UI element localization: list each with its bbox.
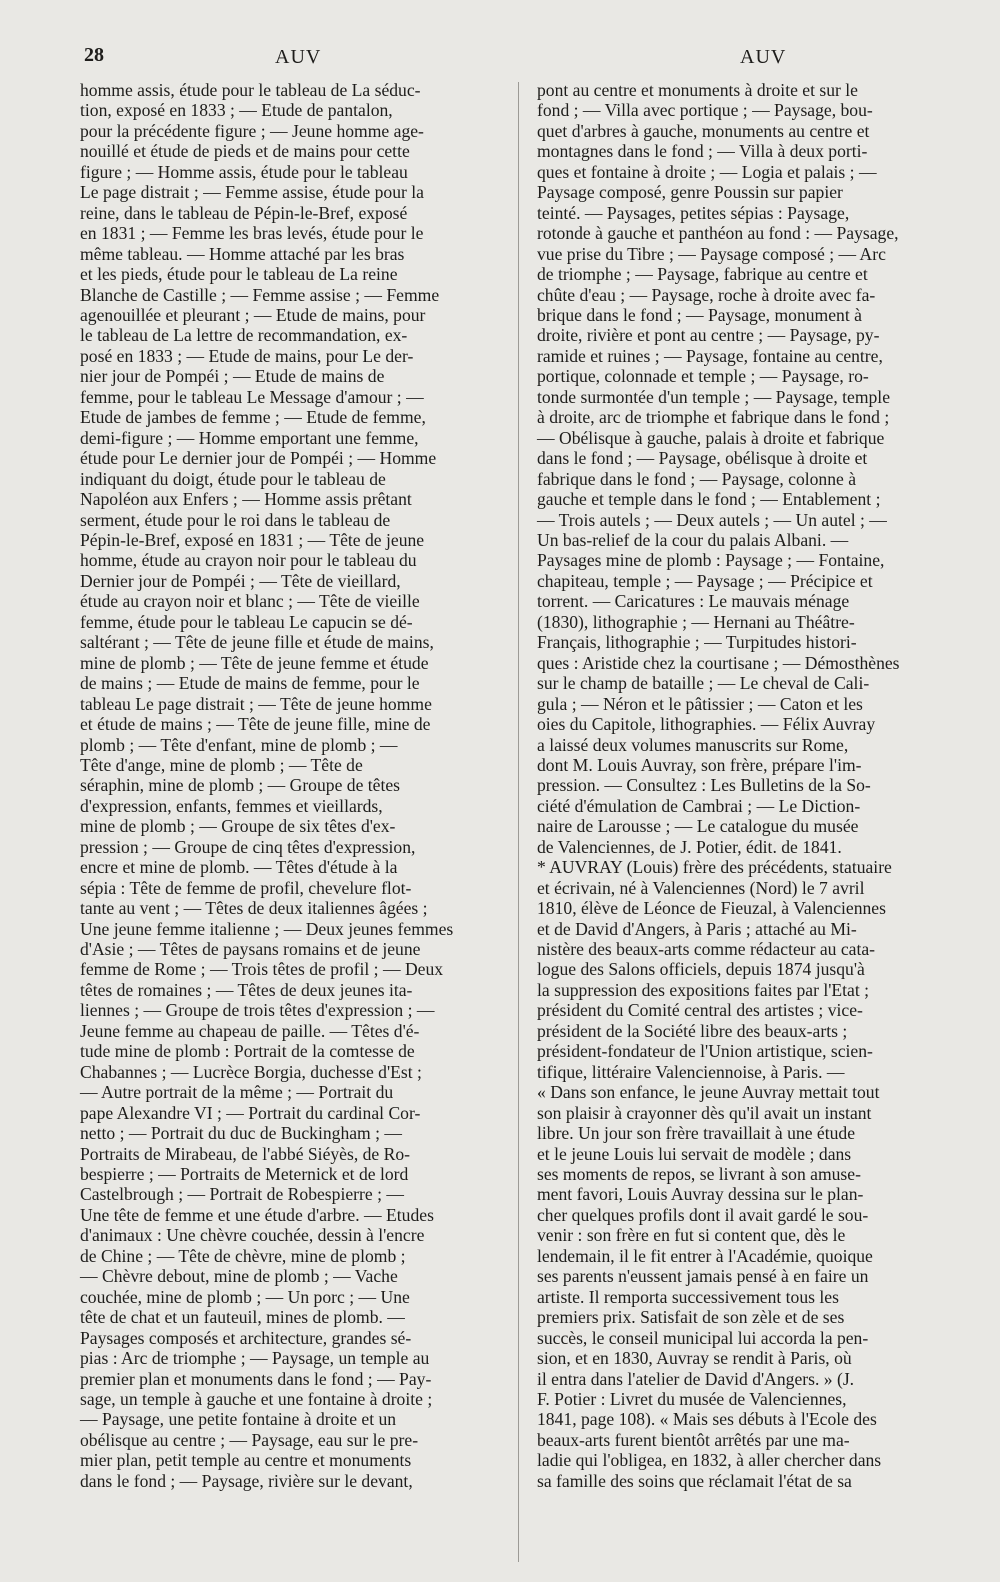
text-line: de mains ; — Etude de mains de femme, pour le xyxy=(80,673,420,694)
text-line: 1841, page 108). « Mais ses débuts à l'Ecole des xyxy=(537,1409,877,1430)
text-line: gauche et temple dans le fond ; — Entablement ; xyxy=(537,489,881,510)
text-line: pias : Arc de triomphe ; — Paysage, un temple au xyxy=(80,1348,430,1369)
text-line: beaux-arts furent bientôt arrêtés par une ma- xyxy=(537,1429,850,1450)
text-line: logue des Salons officiels, depuis 1874 jusqu'à xyxy=(537,959,865,980)
text-line: pression. — Consultez : Les Bulletins de la So- xyxy=(537,775,871,796)
text-line: Chabannes ; — Lucrèce Borgia, duchesse d'Est ; xyxy=(80,1061,422,1082)
text-line: liennes ; — Groupe de trois têtes d'expression ; — xyxy=(80,1000,435,1021)
text-line: homme assis, étude pour le tableau de La séduc- xyxy=(80,80,421,100)
text-line: torrent. — Caricatures : Le mauvais ménage xyxy=(537,591,850,612)
text-line: premier plan et monuments dans le fond ; — Pay- xyxy=(80,1368,432,1389)
text-line: sépia : Tête de femme de profil, chevelure flot- xyxy=(80,877,412,898)
text-line: bespierre ; — Portraits de Meternick et de lord xyxy=(80,1164,409,1185)
text-line: Une tête de femme et une étude d'arbre. — Etudes xyxy=(80,1204,434,1225)
text-line: fabrique dans le fond ; — Paysage, colonne à xyxy=(537,468,857,489)
text-line: même tableau. — Homme attaché par les bras xyxy=(80,243,405,264)
text-line: pont au centre et monuments à droite et sur le xyxy=(537,80,858,100)
text-line: Français, lithographie ; — Turpitudes histori- xyxy=(537,632,857,653)
text-line: venir : son frère en fut si content que, dès le xyxy=(537,1225,846,1246)
text-line: F. Potier : Livret du musée de Valenciennes, xyxy=(537,1389,847,1409)
running-head-left: AUV xyxy=(275,46,322,68)
text-line: reine, dans le tableau de Pépin-le-Bref, exposé xyxy=(80,202,408,223)
text-line: sur le champ de bataille ; — Le cheval de Cali- xyxy=(537,673,870,694)
text-line: plomb ; — Tête d'enfant, mine de plomb ; — xyxy=(80,734,398,755)
text-line: oies du Capitole, lithographies. — Félix Auvray xyxy=(537,714,876,735)
text-line: et le jeune Louis lui servait de modèle ; dans xyxy=(537,1143,852,1164)
text-line: tête de chat et un fauteuil, mines de plomb. — xyxy=(80,1307,405,1328)
text-line: indiquant du doigt, étude pour le tableau de xyxy=(80,468,386,489)
text-line: succès, le conseil municipal lui accorda la pen- xyxy=(537,1327,869,1348)
text-line: président-fondateur de l'Union artistique, scien- xyxy=(537,1041,873,1062)
text-line: chûte d'eau ; — Paysage, roche à droite avec fa- xyxy=(537,284,876,305)
text-line: (1830), lithographie ; — Hernani au Théâtre- xyxy=(537,611,855,632)
text-line: 1810, élève de Léonce de Fieuzal, à Valenciennes xyxy=(537,898,886,919)
text-line: mier plan, petit temple au centre et monuments xyxy=(80,1450,412,1471)
text-line: ses parents n'eussent jamais pensé à en faire un xyxy=(537,1266,869,1287)
text-line: * AUVRAY (Louis) frère des précédents, statuaire xyxy=(537,857,892,878)
right-column xyxy=(537,80,945,1491)
text-line: et écrivain, né à Valenciennes (Nord) le 7 avril xyxy=(537,877,865,898)
text-line: netto ; — Portrait du duc de Buckingham ; — xyxy=(80,1123,403,1144)
text-line: sa famille des soins que réclamait l'état de sa xyxy=(537,1470,852,1491)
text-line: « Dans son enfance, le jeune Auvray mettait tout xyxy=(537,1082,880,1103)
text-line: tion, exposé en 1833 ; — Etude de pantalon, xyxy=(80,100,393,121)
text-line: ses moments de repos, se livrant à son amuse- xyxy=(537,1164,861,1185)
text-line: sion, et en 1830, Auvray se rendit à Paris, où xyxy=(537,1348,852,1369)
text-line: son plaisir à crayonner dès qu'il avait un instant xyxy=(537,1102,872,1123)
text-line: pape Alexandre VI ; — Portrait du cardinal Cor- xyxy=(80,1102,421,1123)
text-line: Jeune femme au chapeau de paille. — Têtes d'é- xyxy=(80,1020,420,1041)
text-line: — Trois autels ; — Deux autels ; — Un autel ; — xyxy=(537,509,887,530)
text-line: posé en 1833 ; — Etude de mains, pour Le der- xyxy=(80,345,414,366)
text-line: Castelbrough ; — Portrait de Robespierre ; — xyxy=(80,1184,404,1205)
text-line: — Autre portrait de la même ; — Portrait du xyxy=(80,1082,394,1103)
text-line: serment, étude pour le roi dans le tableau de xyxy=(80,509,391,530)
text-line: tableau Le page distrait ; — Tête de jeune homme xyxy=(80,693,432,714)
text-line: tante au vent ; — Têtes de deux italiennes âgées ; xyxy=(80,898,428,919)
running-head-right: AUV xyxy=(740,46,787,68)
text-line: en 1831 ; — Femme les bras levés, étude pour le xyxy=(80,223,424,244)
text-line: pression ; — Groupe de cinq têtes d'expression, xyxy=(80,836,416,857)
text-line: Une jeune femme italienne ; — Deux jeunes femmes xyxy=(80,918,454,939)
text-line: nistère des beaux-arts comme rédacteur au cata- xyxy=(537,939,876,960)
text-line: de Valenciennes, de J. Potier, édit. de 1841. xyxy=(537,836,842,857)
text-line: et les pieds, étude pour le tableau de La reine xyxy=(80,264,398,285)
text-line: fond ; — Villa avec portique ; — Paysage, bou- xyxy=(537,100,873,121)
text-line: Tête d'ange, mine de plomb ; — Tête de xyxy=(80,754,363,775)
text-line: d'animaux : Une chèvre couchée, dessin à l'encre xyxy=(80,1225,425,1246)
text-line: et de David d'Angers, à Paris ; attaché au Mi- xyxy=(537,918,857,939)
text-line: gula ; — Néron et le pâtissier ; — Caton et les xyxy=(537,693,863,714)
text-line: — Obélisque à gauche, palais à droite et fabrique xyxy=(537,427,885,448)
text-line: couchée, mine de plomb ; — Un porc ; — Une xyxy=(80,1286,410,1307)
text-line: Blanche de Castille ; — Femme assise ; — Femme xyxy=(80,284,440,305)
text-line: d'Asie ; — Têtes de paysans romains et de jeune xyxy=(80,939,421,960)
text-line: demi-figure ; — Homme emportant une femme, xyxy=(80,427,419,448)
text-line: artiste. Il remporta successivement tous les xyxy=(537,1286,839,1307)
text-line: montagnes dans le fond ; — Villa à deux porti- xyxy=(537,141,868,162)
column-divider xyxy=(518,82,519,1562)
page-number: 28 xyxy=(84,44,104,66)
text-line: rotonde à gauche et panthéon au fond : — Paysage, xyxy=(537,223,899,244)
text-line: portique, colonnade et temple ; — Paysage, ro- xyxy=(537,366,869,387)
text-line: saltérant ; — Tête de jeune fille et étude de mains, xyxy=(80,632,434,653)
text-line: chapiteau, temple ; — Paysage ; — Précipice et xyxy=(537,570,873,591)
text-line: brique dans le fond ; — Paysage, monument à xyxy=(537,304,862,325)
left-column xyxy=(80,80,500,1491)
text-line: il entra dans l'atelier de David d'Angers. » (J. xyxy=(537,1368,855,1389)
text-line: ment favori, Louis Auvray dessina sur le plan- xyxy=(537,1184,864,1205)
text-line: Paysage composé, genre Poussin sur papier xyxy=(537,182,843,203)
text-line: ques : Aristide chez la courtisane ; — Démosthènes xyxy=(537,652,900,673)
text-line: étude au crayon noir et blanc ; — Tête de vieille xyxy=(80,591,420,612)
text-line: dans le fond ; — Paysage, obélisque à droite et xyxy=(537,448,868,469)
text-line: tonde surmontée d'un temple ; — Paysage, temple xyxy=(537,386,891,407)
text-line: têtes de romaines ; — Têtes de deux jeunes ita- xyxy=(80,979,413,1000)
text-line: Pépin-le-Bref, exposé en 1831 ; — Tête de jeune xyxy=(80,529,425,550)
text-line: Etude de jambes de femme ; — Etude de femme, xyxy=(80,407,426,428)
text-line: lendemain, il le fit entrer à l'Académie, quoique xyxy=(537,1245,873,1266)
text-line: ramide et ruines ; — Paysage, fontaine au centre, xyxy=(537,345,883,366)
text-line: a laissé deux volumes manuscrits sur Rome, xyxy=(537,734,849,755)
text-line: Dernier jour de Pompéi ; — Tête de vieillard, xyxy=(80,570,401,591)
text-line: tude mine de plomb : Portrait de la comtesse de xyxy=(80,1041,415,1062)
text-line: étude pour Le dernier jour de Pompéi ; — Homme xyxy=(80,448,437,469)
text-line: nouillé et étude de pieds et de mains pour cette xyxy=(80,141,410,162)
text-line: femme, étude pour le tableau Le capucin se dé- xyxy=(80,611,413,632)
text-line: cher quelques profils dont il avait gardé le sou- xyxy=(537,1204,869,1225)
text-line: droite, rivière et pont au centre ; — Paysage, py- xyxy=(537,325,880,346)
text-line: de Chine ; — Tête de chèvre, mine de plomb ; xyxy=(80,1245,406,1266)
text-line: quet d'arbres à gauche, monuments au centre et xyxy=(537,120,870,141)
text-line: teinté. — Paysages, petites sépias : Paysage, xyxy=(537,202,850,223)
text-line: nier jour de Pompéi ; — Etude de mains de xyxy=(80,366,385,387)
text-line: homme, étude au crayon noir pour le tableau du xyxy=(80,550,417,571)
text-line: Paysages composés et architecture, grandes sé- xyxy=(80,1327,412,1348)
text-line: dans le fond ; — Paysage, rivière sur le devant, xyxy=(80,1470,413,1491)
text-line: vue prise du Tibre ; — Paysage composé ; — Arc xyxy=(537,243,886,264)
text-line: naire de Larousse ; — Le catalogue du musée xyxy=(537,816,859,837)
text-line: Portraits de Mirabeau, de l'abbé Siéyès, de Ro- xyxy=(80,1143,411,1164)
text-line: ciété d'émulation de Cambrai ; — Le Diction- xyxy=(537,795,861,816)
text-line: de triomphe ; — Paysage, fabrique au centre et xyxy=(537,264,868,285)
text-line: figure ; — Homme assis, étude pour le tableau xyxy=(80,161,408,182)
text-line: ladie qui l'obligea, en 1832, à aller chercher dans xyxy=(537,1450,882,1471)
text-line: Napoléon aux Enfers ; — Homme assis prêtant xyxy=(80,489,412,510)
text-line: séraphin, mine de plomb ; — Groupe de têtes xyxy=(80,775,401,796)
text-line: obélisque au centre ; — Paysage, eau sur le pre- xyxy=(80,1429,419,1450)
text-line: président de la Société libre des beaux-arts ; xyxy=(537,1020,848,1041)
text-line: Un bas-relief de la cour du palais Albani. — xyxy=(537,529,849,550)
text-line: à droite, arc de triomphe et fabrique dans le fond ; xyxy=(537,407,890,428)
text-line: ques et fontaine à droite ; — Logia et palais ; — xyxy=(537,161,877,182)
text-line: Le page distrait ; — Femme assise, étude pour la xyxy=(80,182,424,203)
text-line: président du Comité central des artistes ; vice- xyxy=(537,1000,863,1021)
text-line: sage, un temple à gauche et une fontaine à droite ; xyxy=(80,1389,433,1409)
text-line: Paysages mine de plomb : Paysage ; — Fontaine, xyxy=(537,550,885,571)
text-line: pour la précédente figure ; — Jeune homme age- xyxy=(80,120,424,141)
text-line: mine de plomb ; — Tête de jeune femme et étude xyxy=(80,652,429,673)
text-line: et étude de mains ; — Tête de jeune fille, mine de xyxy=(80,714,431,735)
text-line: d'expression, enfants, femmes et vieillards, xyxy=(80,795,383,816)
text-line: — Paysage, une petite fontaine à droite et un xyxy=(80,1409,397,1430)
text-line: encre et mine de plomb. — Têtes d'étude à la xyxy=(80,857,398,878)
text-line: dont M. Louis Auvray, son frère, prépare l'im- xyxy=(537,754,862,775)
text-line: — Chèvre debout, mine de plomb ; — Vache xyxy=(80,1266,398,1287)
text-line: mine de plomb ; — Groupe de six têtes d'ex- xyxy=(80,816,396,837)
text-line: le tableau de La lettre de recommandation, ex- xyxy=(80,325,408,346)
text-line: tifique, littéraire Valenciennoise, à Paris. — xyxy=(537,1061,845,1082)
text-line: agenouillée et pleurant ; — Etude de mains, pour xyxy=(80,304,426,325)
text-line: femme de Rome ; — Trois têtes de profil ; — Deux xyxy=(80,959,444,980)
text-line: femme, pour le tableau Le Message d'amour ; — xyxy=(80,386,424,407)
text-line: la suppression des expositions faites par l'Etat ; xyxy=(537,979,870,1000)
text-line: libre. Un jour son frère travaillait à une étude xyxy=(537,1123,856,1144)
text-line: premiers prix. Satisfait de son zèle et de ses xyxy=(537,1307,845,1328)
